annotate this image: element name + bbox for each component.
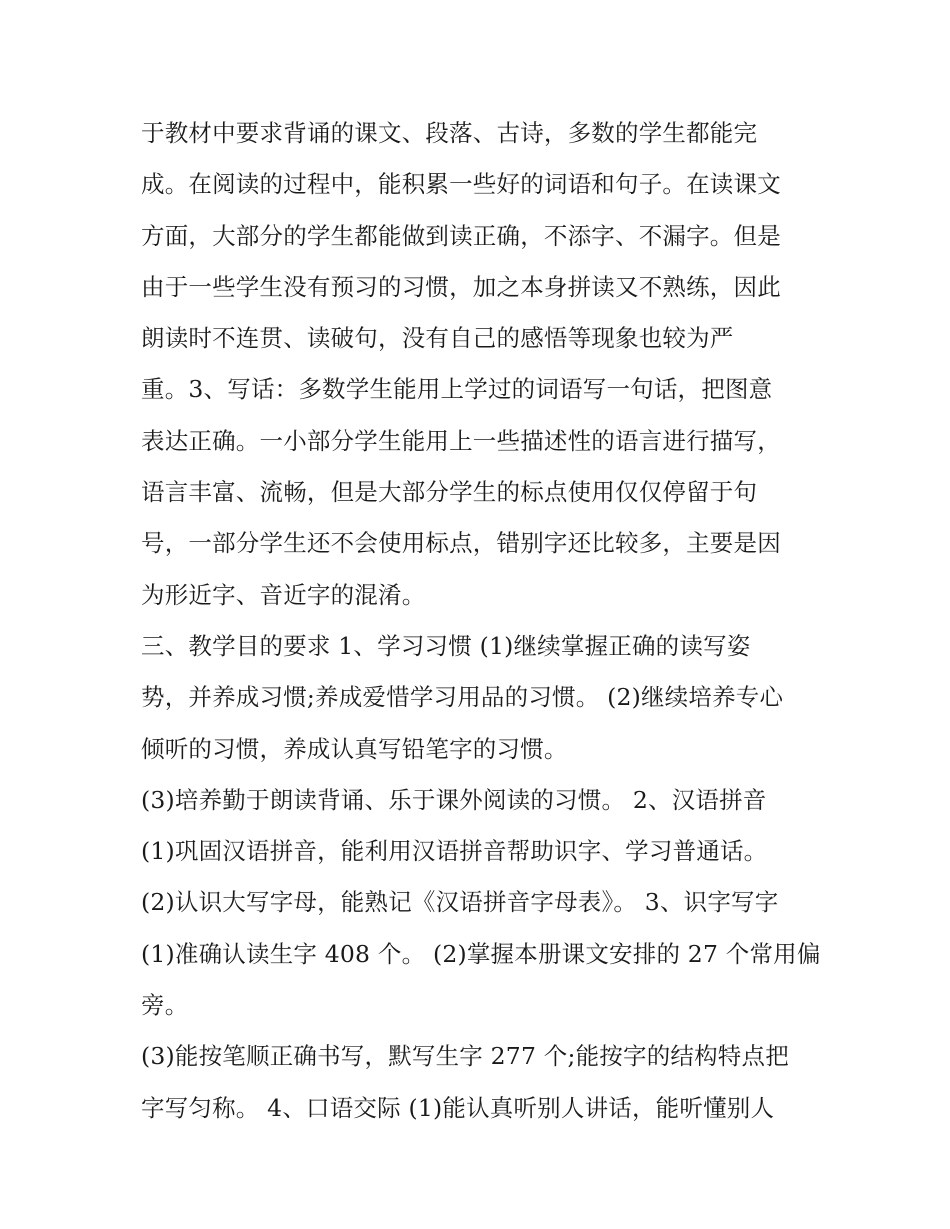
text-line: 表达正确。一小部分学生能用上一些描述性的语言进行描写， xyxy=(141,426,781,455)
text-line: (3)能按笔顺正确书写，默写生字 277 个;能按字的结构特点把 xyxy=(141,1042,789,1071)
text-line: 于教材中要求背诵的课文、段落、古诗，多数的学生都能完 xyxy=(141,119,758,147)
text-line: 为形近字、音近字的混淆。 xyxy=(141,580,426,609)
text-line: 旁。 xyxy=(141,991,189,1020)
text-line: (1)准确认读生字 408 个。 (2)掌握本册课文安排的 27 个常用偏 xyxy=(141,939,821,968)
text-line: 语言丰富、流畅，但是大部分学生的标点使用仅仅停留于句 xyxy=(141,478,758,507)
text-line: 方面，大部分的学生都能做到读正确，不添字、不漏字。但是 xyxy=(141,221,781,250)
text-line: 倾听的习惯，养成认真写铅笔字的习惯。 xyxy=(141,734,568,763)
section-heading-line: 三、教学目的要求 1、学习习惯 (1)继续掌握正确的读写姿 xyxy=(141,631,751,660)
body-text xyxy=(141,108,831,1134)
text-line: (2)认识大写字母，能熟记《汉语拼音字母表》。 3、识字写字 xyxy=(141,888,779,917)
text-line: (1)巩固汉语拼音，能利用汉语拼音帮助识字、学习普通话。 xyxy=(141,837,768,866)
text-line: 朗读时不连贯、读破句，没有自己的感悟等现象也较为严 xyxy=(141,324,734,353)
text-line: 字写匀称。 4、口语交际 (1)能认真听别人讲话，能听懂别人 xyxy=(141,1093,775,1122)
text-line: (3)培养勤于朗读背诵、乐于课外阅读的习惯。 2、汉语拼音 xyxy=(141,785,767,814)
text-line: 重。3、写话：多数学生能用上学过的词语写一句话，把图意 xyxy=(141,375,773,404)
text-line: 势，并养成习惯;养成爱惜学习用品的习惯。 (2)继续培养专心 xyxy=(141,683,784,712)
text-line: 号，一部分学生还不会使用标点，错别字还比较多，主要是因 xyxy=(141,529,781,558)
text-line: 成。在阅读的过程中，能积累一些好的词语和句子。在读课文 xyxy=(141,170,781,199)
text-line: 由于一些学生没有预习的习惯，加之本身拼读又不熟练，因此 xyxy=(141,272,781,301)
